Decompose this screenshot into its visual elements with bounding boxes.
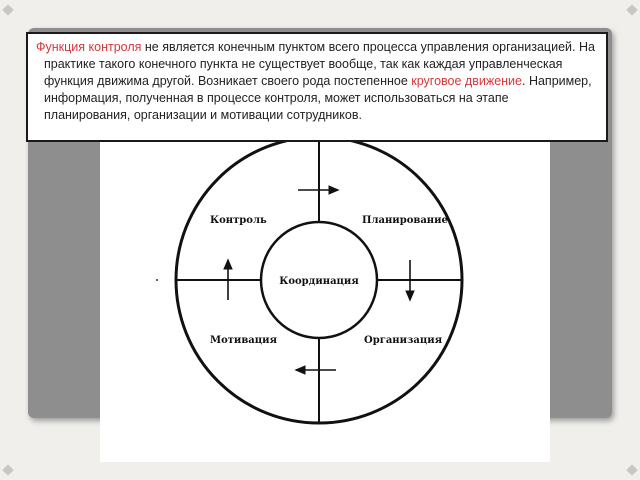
corner-ornament-bottom-left [2,464,13,475]
corner-ornament-top-right [626,4,637,15]
label-motivation: Мотивация [210,335,277,346]
description-text-box [26,32,608,142]
label-coordination: Координация [279,276,359,287]
highlight-circular-motion: круговое движение [411,74,522,88]
text-part-2: . Например, информация, полученная в процессе контроля, может использоваться на этапе планирования, организации и мотивации сотрудников. [44,74,592,122]
corner-ornament-top-left [2,4,13,15]
label-planning: Планирование [362,215,448,226]
management-cycle-figure [100,132,550,462]
label-control: Контроль [210,215,267,226]
management-cycle-diagram [100,132,550,462]
highlight-control-function: Функция контроля [36,40,142,54]
corner-ornament-bottom-right [626,464,637,475]
label-organization: Организация [364,335,443,346]
description-paragraph [36,39,596,124]
scan-speck [156,279,158,281]
text-part-1: не является конечным пунктом всего процесса управления организацией. На практике такого конечного пункта не существует вообще, так как каждая управленческая функция движима другой. Возникает своего рода постепенное [44,40,595,88]
